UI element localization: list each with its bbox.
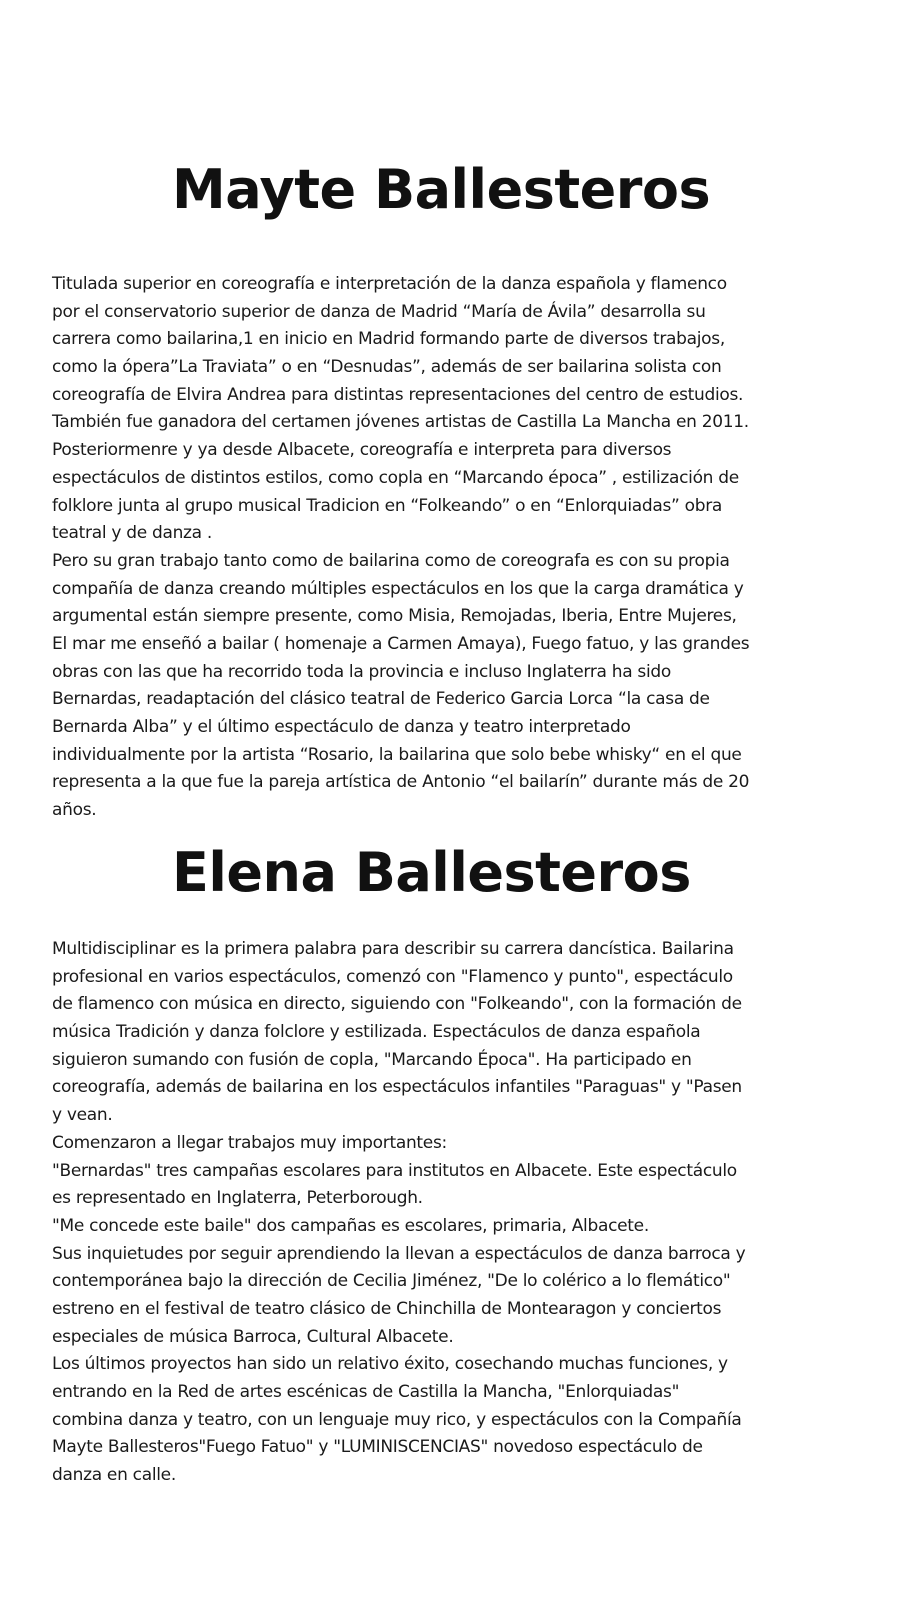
text-line: argumental están siempre presente, como Misia, Remojadas, Iberia, Entre Mujeres, — [52, 606, 737, 627]
text-line: Los últimos proyectos han sido un relativo éxito, cosechando muchas funciones, y — [52, 1354, 728, 1375]
text-line: danza en calle. — [52, 1465, 176, 1486]
text-line: representa a la que fue la pareja artística de Antonio “el bailarín” durante más de 20 — [52, 772, 750, 793]
text-line: y vean. — [52, 1105, 113, 1126]
text-line: Multidisciplinar es la primera palabra para describir su carrera dancística. Bailarina — [52, 939, 734, 959]
text-line: Bernarda Alba” y el último espectáculo de danza y teatro interpretado — [52, 717, 631, 737]
text-line: Pero su gran trabajo tanto como de bailarina como de coreografa es con su propia — [52, 550, 730, 571]
text-line: profesional en varios espectáculos, comenzó con "Flamenco y punto", espectáculo — [52, 966, 733, 987]
biography-mayte-ballesteros — [52, 271, 872, 825]
text-line: es representado en Inglaterra, Peterborough. — [52, 1188, 423, 1209]
text-line: contemporánea bajo la dirección de Cecilia Jiménez, "De lo colérico a lo flemático" — [52, 1271, 731, 1292]
section-title-elena-ballesteros: Elena Ballesteros — [172, 841, 691, 904]
text-line: Bernardas, readaptación del clásico teatral de Federico Garcia Lorca “la casa de — [52, 689, 710, 710]
text-line: Sus inquietudes por seguir aprendiendo la llevan a espectáculos de danza barroca y — [52, 1243, 746, 1264]
biography-elena-ballesteros — [52, 936, 872, 1490]
text-line: obras con las que ha recorrido toda la provincia e incluso Inglaterra ha sido — [52, 661, 671, 682]
text-line: "Me concede este baile" dos campañas es escolares, primaria, Albacete. — [52, 1215, 649, 1236]
text-line: entrando en la Red de artes escénicas de Castilla la Mancha, "Enlorquiadas" — [52, 1382, 680, 1402]
section-title-mayte-ballesteros: Mayte Ballesteros — [172, 158, 711, 221]
text-line: Comenzaron a llegar trabajos muy importantes: — [52, 1132, 447, 1153]
text-line: estreno en el festival de teatro clásico de Chinchilla de Montearagon y conciertos — [52, 1298, 722, 1319]
text-line: años. — [52, 800, 97, 821]
text-line: siguieron sumando con fusión de copla, "Marcando Época". Ha participado en — [52, 1049, 692, 1070]
text-line: compañía de danza creando múltiples espectáculos en los que la carga dramática y — [52, 578, 744, 599]
text-line: espectáculos de distintos estilos, como copla en “Marcando época” , estilización de — [52, 467, 739, 488]
text-line: coreografía de Elvira Andrea para distintas representaciones del centro de estudios. — [52, 384, 744, 405]
text-line: como la ópera”La Traviata” o en “Desnudas”, además de ser bailarina solista con — [52, 357, 722, 378]
text-line: El mar me enseñó a bailar ( homenaje a Carmen Amaya), Fuego fatuo, y las grandes — [52, 633, 750, 654]
text-line: También fue ganadora del certamen jóvenes artistas de Castilla La Mancha en 2011. — [52, 412, 749, 433]
text-line: Mayte Ballesteros"Fuego Fatuo" y "LUMINISCENCIAS" novedoso espectáculo de — [52, 1437, 703, 1458]
text-line: coreografía, además de bailarina en los espectáculos infantiles "Paraguas" y "Pasen — [52, 1077, 742, 1098]
text-line: especiales de música Barroca, Cultural Albacete. — [52, 1326, 454, 1347]
text-line: "Bernardas" tres campañas escolares para institutos en Albacete. Este espectáculo — [52, 1160, 737, 1181]
text-line: Posteriormenre y ya desde Albacete, coreografía e interpreta para diversos — [52, 440, 672, 461]
text-line: combina danza y teatro, con un lenguaje muy rico, y espectáculos con la Compañía — [52, 1409, 742, 1430]
text-line: por el conservatorio superior de danza de Madrid “María de Ávila” desarrolla su — [52, 301, 706, 322]
text-line: Titulada superior en coreografía e interpretación de la danza española y flamenco — [52, 274, 727, 294]
text-line: folklore junta al grupo musical Tradicion en “Folkeando” o en “Enlorquiadas” obra — [52, 495, 723, 516]
text-line: teatral y de danza . — [52, 523, 212, 544]
text-line: individualmente por la artista “Rosario, la bailarina que solo bebe whisky“ en el que — [52, 744, 742, 765]
text-line: música Tradición y danza folclore y estilizada. Espectáculos de danza española — [52, 1022, 701, 1043]
text-line: de flamenco con música en directo, siguiendo con "Folkeando", con la formación de — [52, 994, 742, 1015]
text-line: carrera como bailarina,1 en inicio en Madrid formando parte de diversos trabajos, — [52, 329, 725, 350]
